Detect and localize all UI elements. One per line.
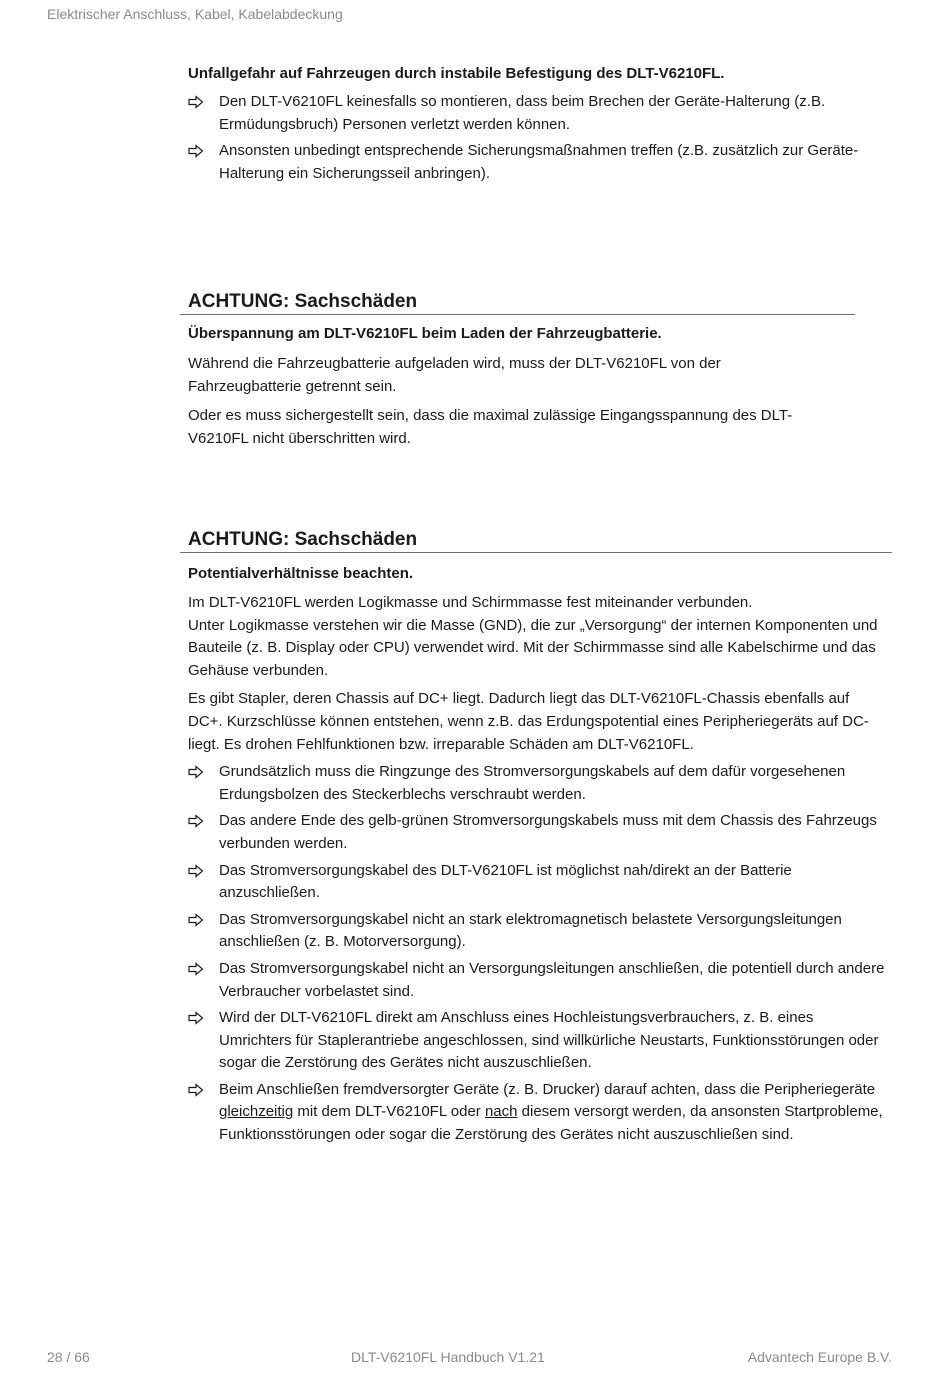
list-item <box>188 909 888 954</box>
bullet-text: Wird der DLT-V6210FL direkt am Anschluss eines Hochleistungsverbrauchers, z. B. eines Umrichters für Staplerantriebe angeschlossen, sind willkürliche Neustarts, Funktionsstörungen oder sogar die Zerstörung des Gerätes nicht auszuschließen. <box>219 1009 879 1072</box>
bullet-text: Grundsätzlich muss die Ringzunge des Stromversorgungskabels auf dem dafür vorgesehenen Erdungsbolzen des Steckerblechs verschraubt werden. <box>219 763 846 803</box>
arrow-right-icon <box>188 144 204 158</box>
running-header: Elektrischer Anschluss, Kabel, Kabelabdeckung <box>47 6 343 22</box>
emphasis-underline: nach <box>484 1103 518 1121</box>
list-item <box>188 958 888 1003</box>
list-item <box>188 91 888 136</box>
heading-rule <box>180 314 855 315</box>
bullet-text-part: diesem versorgt werden, da ansonsten Startprobleme, Funktionsstörungen oder sogar die Zerstörung des Gerätes nicht auszuschließen sind. <box>219 1103 883 1144</box>
arrow-right-icon <box>188 962 204 976</box>
paragraph: Während die Fahrzeugbatterie aufgeladen wird, muss der DLT-V6210FL von der Fahrzeugbatterie getrennt sein. <box>188 355 721 395</box>
warning-title: Unfallgefahr auf Fahrzeugen durch instabile Befestigung des DLT-V6210FL. <box>188 65 725 82</box>
arrow-right-icon <box>188 814 204 828</box>
bullet-text-part: Beim Anschließen fremdversorgter Geräte (z. B. Drucker) darauf achten, dass die Peripheriegeräte <box>219 1080 876 1098</box>
bullet-text: Das Stromversorgungskabel des DLT-V6210FL ist möglichst nah/direkt an der Batterie anzuschließen. <box>219 861 792 902</box>
paragraph: Unter Logikmasse verstehen wir die Masse (GND), die zur „Versorgung“ der internen Komponenten und Bauteile (z. B. Display oder CPU) verwendet wird. Mit der Schirmmasse sind alle Kabelschirme und das Gehäuse verbunden. <box>188 616 878 679</box>
list-item <box>188 140 888 185</box>
footer-page-number: 28 / 66 <box>47 1349 90 1365</box>
list-item <box>188 1007 888 1075</box>
bullet-text: Den DLT-V6210FL keinesfalls so montieren, dass beim Brechen der Geräte-Halterung (z.B. Ermüdungsbruch) Personen verletzt werden können. <box>219 93 826 133</box>
arrow-right-icon <box>188 913 204 927</box>
caution-heading-1: ACHTUNG: Sachschäden <box>188 291 418 312</box>
list-item <box>188 761 888 806</box>
bullet-text: Das andere Ende des gelb-grünen Stromversorgungskabels muss mit dem Chassis des Fahrzeugs verbunden werden. <box>219 812 877 852</box>
paragraph: Oder es muss sichergestellt sein, dass die maximal zulässige Eingangsspannung des DLT-V6210FL nicht überschritten wird. <box>188 407 793 447</box>
bullet-text-part: mit dem DLT-V6210FL oder <box>293 1103 485 1121</box>
list-item <box>188 810 888 855</box>
bullet-text: Ansonsten unbedingt entsprechende Sicherungsmaßnahmen treffen (z.B. zusätzlich zur Geräte-Halterung ein Sicherungsseil anbringen). <box>219 142 859 182</box>
warning-block-fastening <box>188 63 888 185</box>
heading-rule <box>180 552 892 553</box>
footer-document-title: DLT-V6210FL Handbuch V1.21 <box>351 1349 545 1365</box>
paragraph: Es gibt Stapler, deren Chassis auf DC+ liegt. Dadurch liegt das DLT-V6210FL-Chassis ebenfalls auf DC+. Kurzschlüsse können entstehen, wenn z.B. das Erdungspotential eines Peripheriegeräts auf DC- liegt. Es drohen Fehlfunktionen bzw. irreparable Schäden am DLT-V6210FL. <box>188 690 869 753</box>
bullet-text: Das Stromversorgungskabel nicht an stark elektromagnetisch belastete Versorgungsleitungen anschließen (z. B. Motorversorgung). <box>219 910 842 951</box>
paragraph: Im DLT-V6210FL werden Logikmasse und Schirmmasse fest miteinander verbunden. <box>188 594 753 611</box>
arrow-right-icon <box>188 95 204 109</box>
caution-subtitle: Überspannung am DLT-V6210FL beim Laden der Fahrzeugbatterie. <box>188 325 662 342</box>
list-item <box>188 1079 888 1147</box>
bullet-text: Das Stromversorgungskabel nicht an Versorgungsleitungen anschließen, die potentiell durch andere Verbraucher vorbelastet sind. <box>219 959 885 1000</box>
arrow-right-icon <box>188 1011 204 1025</box>
caution-heading-2: ACHTUNG: Sachschäden <box>188 529 418 550</box>
arrow-right-icon <box>188 864 204 878</box>
footer-company: Advantech Europe B.V. <box>747 1349 892 1365</box>
emphasis-underline: gleichzeitig <box>219 1103 294 1121</box>
arrow-right-icon <box>188 765 204 779</box>
caution-subtitle: Potentialverhältnisse beachten. <box>188 565 414 582</box>
caution-block-overvoltage <box>188 323 888 450</box>
list-item <box>188 860 888 905</box>
bullet-text <box>219 1081 883 1143</box>
arrow-right-icon <box>188 1083 204 1097</box>
caution-block-potential <box>188 563 888 1147</box>
